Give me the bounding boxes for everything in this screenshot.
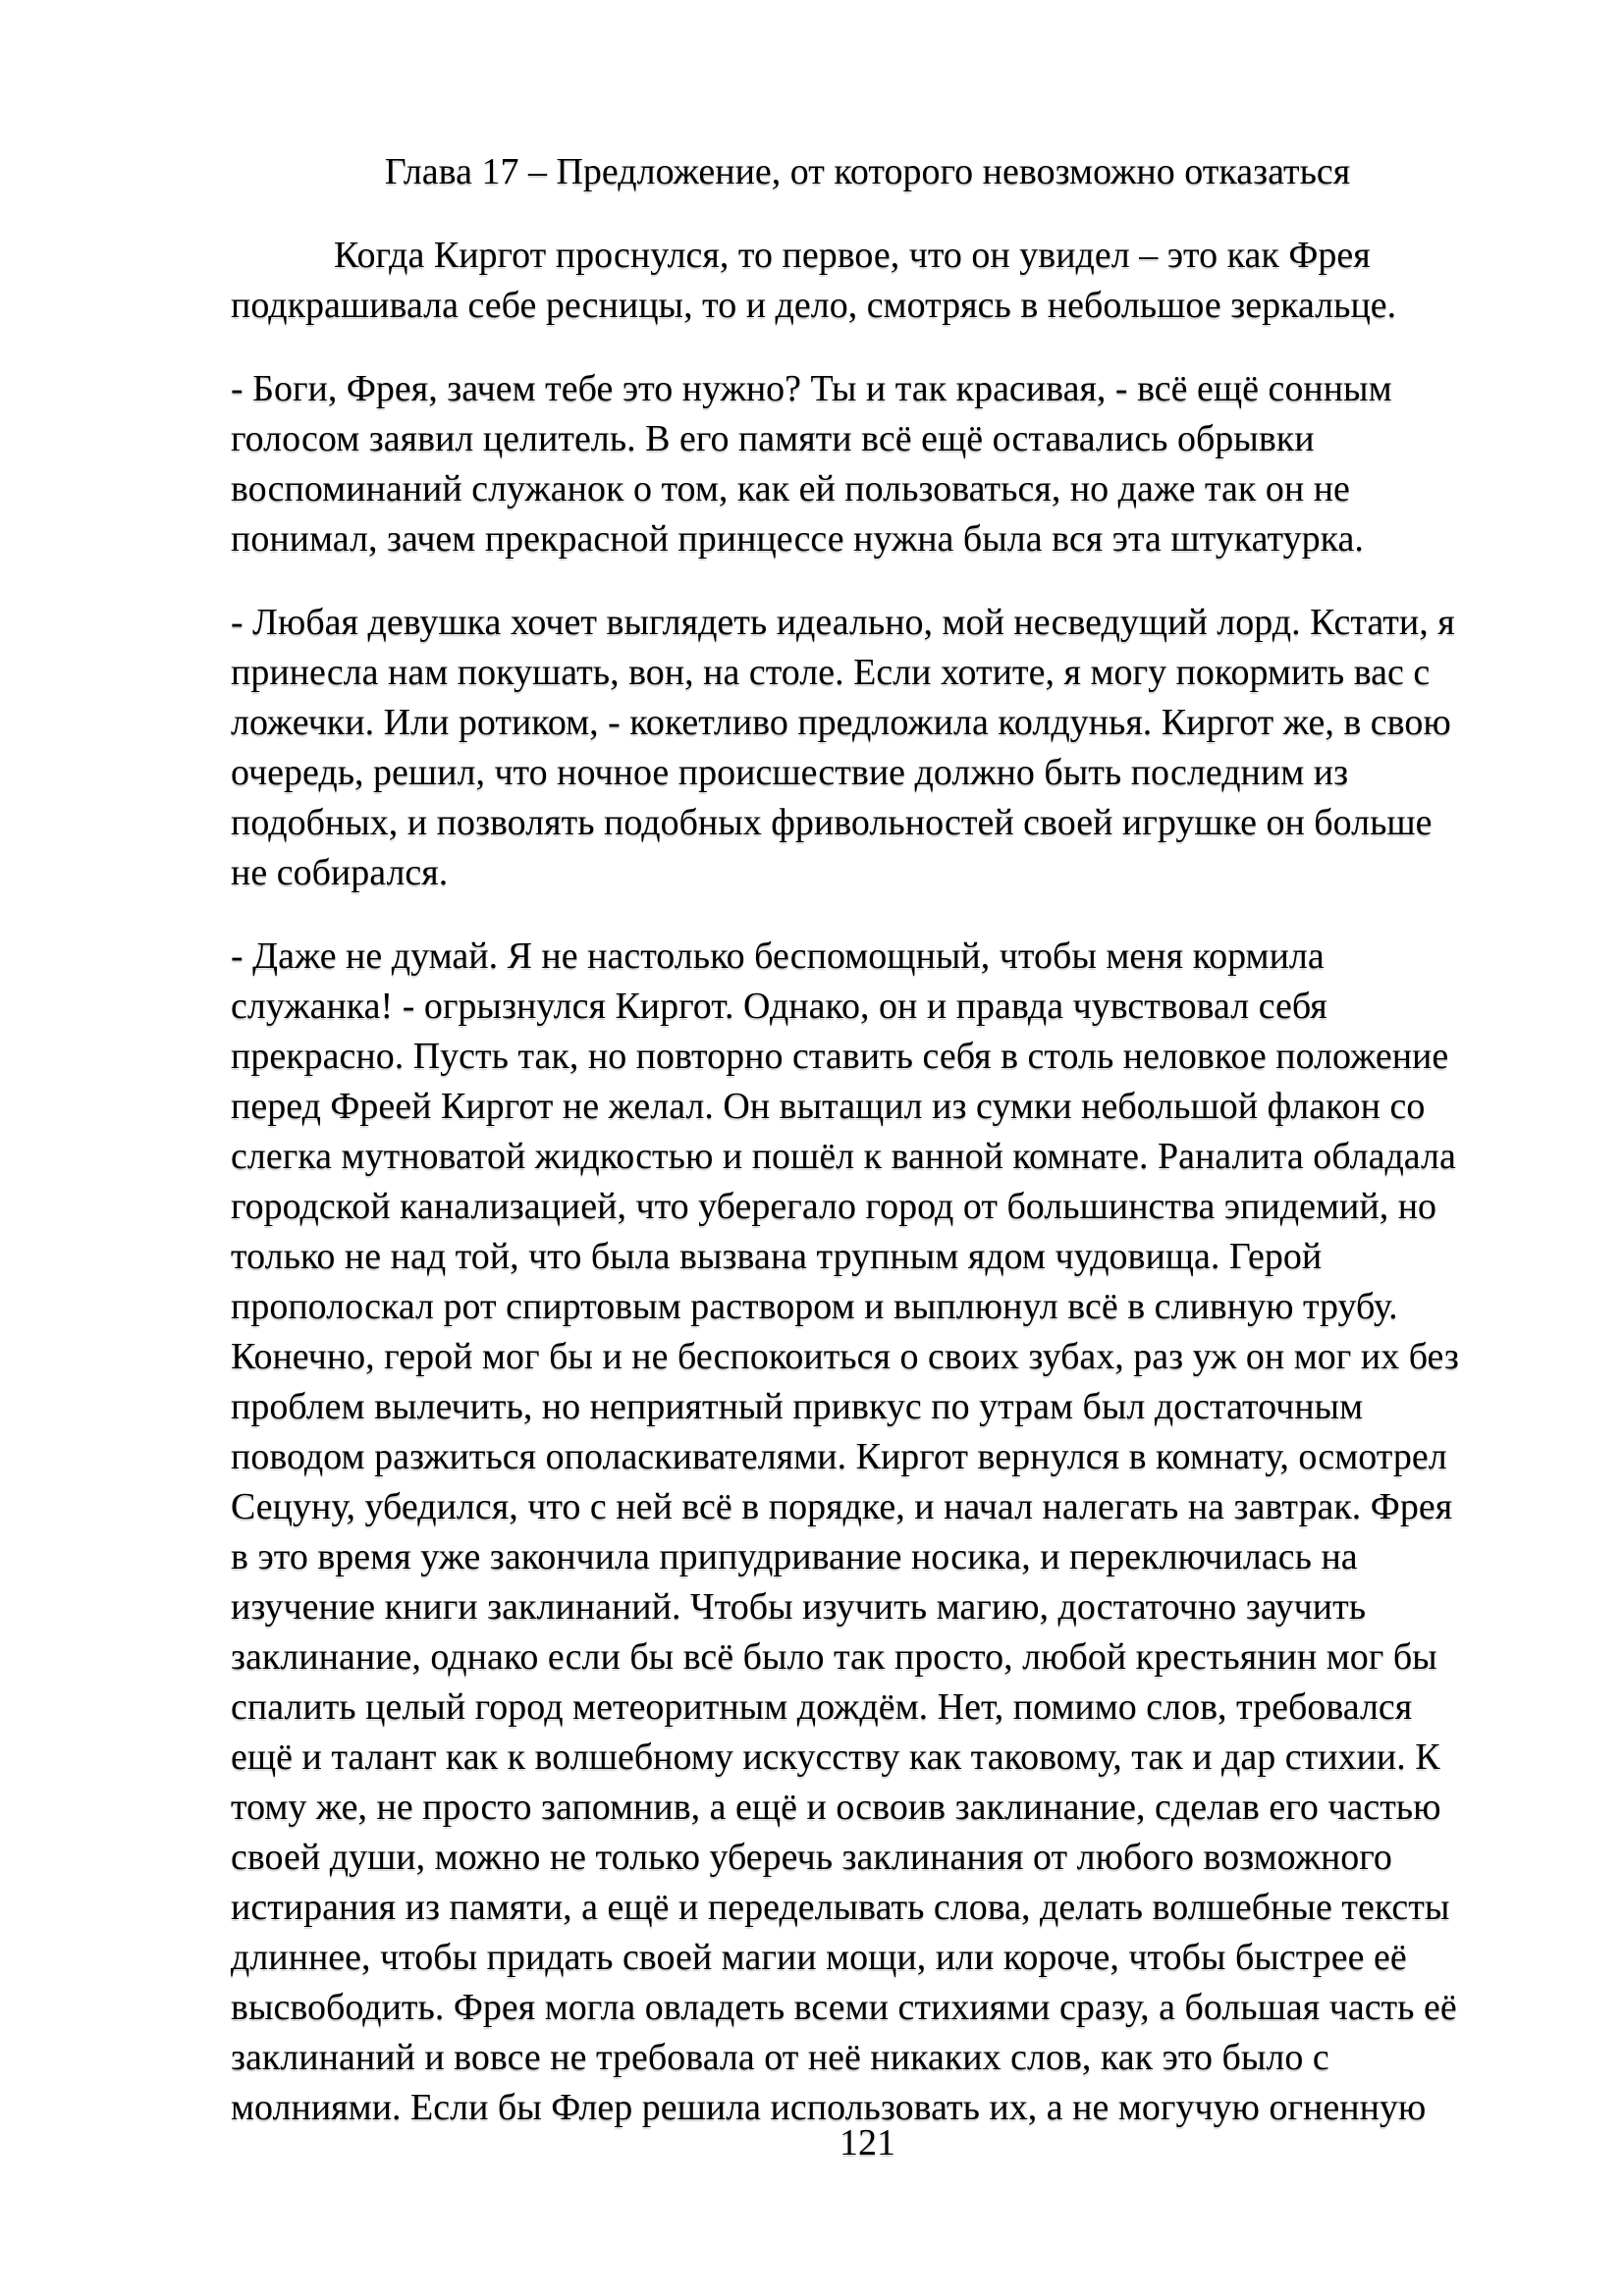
- paragraph: [231, 932, 1504, 2133]
- text-line: высвободить. Фрея могла овладеть всеми стихиями сразу, а большая часть её: [231, 1987, 1457, 2028]
- chapter-title: Глава 17 – Предложение, от которого невозможно отказаться: [384, 151, 1351, 192]
- text-line: служанка! - огрызнулся Киргот. Однако, он и правда чувствовал себя: [231, 986, 1327, 1027]
- text-line: изучение книги заклинаний. Чтобы изучить магию, достаточно заучить: [231, 1586, 1367, 1628]
- text-line: молниями. Если бы Флер решила использовать их, а не могучую огненную: [231, 2087, 1427, 2128]
- text-line: - Любая девушка хочет выглядеть идеально, мой несведущий лорд. Кстати, я: [231, 602, 1455, 643]
- text-line: длиннее, чтобы придать своей магии мощи, или короче, чтобы быстрее её: [231, 1937, 1407, 1978]
- text-line: не собирался.: [231, 852, 449, 893]
- text-line: Конечно, герой мог бы и не беспокоиться о своих зубах, раз уж он мог их без: [231, 1336, 1459, 1377]
- text-line: поводом разжиться ополаскивателями. Киргот вернулся в комнату, осмотрел: [231, 1436, 1447, 1477]
- text-line: проблем вылечить, но неприятный привкус по утрам был достаточным: [231, 1386, 1364, 1427]
- text-line: заклинание, однако если бы всё было так просто, любой крестьянин мог бы: [231, 1636, 1437, 1678]
- text-line: перед Фреей Киргот не желал. Он вытащил из сумки небольшой флакон со: [231, 1086, 1426, 1127]
- text-line: спалить целый город метеоритным дождём. Нет, помимо слов, требовался: [231, 1686, 1413, 1728]
- page-content: [231, 147, 1504, 2133]
- text-line: Когда Киргот проснулся, то первое, что он увидел – это как Фрея: [334, 235, 1371, 276]
- text-line: очередь, решил, что ночное происшествие должно быть последним из: [231, 752, 1349, 793]
- text-line: воспоминаний служанок о том, как ей пользоваться, но даже так он не: [231, 468, 1350, 509]
- text-line: городской канализацией, что уберегало город от большинства эпидемий, но: [231, 1186, 1437, 1227]
- text-line: слегка мутноватой жидкостью и пошёл к ванной комнате. Раналита обладала: [231, 1136, 1456, 1177]
- page-number: 121: [839, 2122, 895, 2163]
- text-line: понимал, зачем прекрасной принцессе нужна была вся эта штукатурка.: [231, 518, 1364, 560]
- text-line: прополоскал рот спиртовым раствором и выплюнул всё в сливную трубу.: [231, 1286, 1398, 1327]
- text-line: тому же, не просто запомнив, а ещё и освоив заклинание, сделав его частью: [231, 1787, 1441, 1828]
- text-line: подобных, и позволять подобных фривольностей своей игрушке он больше: [231, 802, 1433, 843]
- text-line: прекрасно. Пусть так, но повторно ставить себя в столь неловкое положение: [231, 1036, 1449, 1077]
- text-line: - Даже не думай. Я не настолько беспомощный, чтобы меня кормила: [231, 935, 1325, 977]
- paragraph: [231, 231, 1504, 331]
- text-line: принесла нам покушать, вон, на столе. Если хотите, я могу покормить вас с: [231, 652, 1431, 693]
- text-line: ложечки. Или ротиком, - кокетливо предложила колдунья. Киргот же, в свою: [231, 702, 1451, 743]
- text-line: - Боги, Фрея, зачем тебе это нужно? Ты и так красивая, - всё ещё сонным: [231, 368, 1392, 409]
- text-line: голосом заявил целитель. В его памяти всё ещё оставались обрывки: [231, 418, 1315, 459]
- text-line: только не над той, что была вызвана трупным ядом чудовища. Герой: [231, 1236, 1323, 1277]
- text-line: ещё и талант как к волшебному искусству как таковому, так и дар стихии. К: [231, 1736, 1440, 1778]
- text-line: в это время уже закончила припудривание носика, и переключилась на: [231, 1536, 1358, 1577]
- paragraph: [231, 364, 1504, 564]
- paragraphs: [231, 231, 1504, 2133]
- text-line: заклинаний и вовсе не требовала от неё никаких слов, как это было с: [231, 2037, 1329, 2078]
- paragraph: [231, 598, 1504, 898]
- text-line: подкрашивала себе ресницы, то и дело, смотрясь в небольшое зеркальце.: [231, 285, 1397, 326]
- text-line: своей души, можно не только уберечь заклинания от любого возможного: [231, 1837, 1392, 1878]
- text-line: истирания из памяти, а ещё и переделывать слова, делать волшебные тексты: [231, 1887, 1450, 1928]
- text-line: Сецуну, убедился, что с ней всё в порядке, и начал налегать на завтрак. Фрея: [231, 1486, 1453, 1527]
